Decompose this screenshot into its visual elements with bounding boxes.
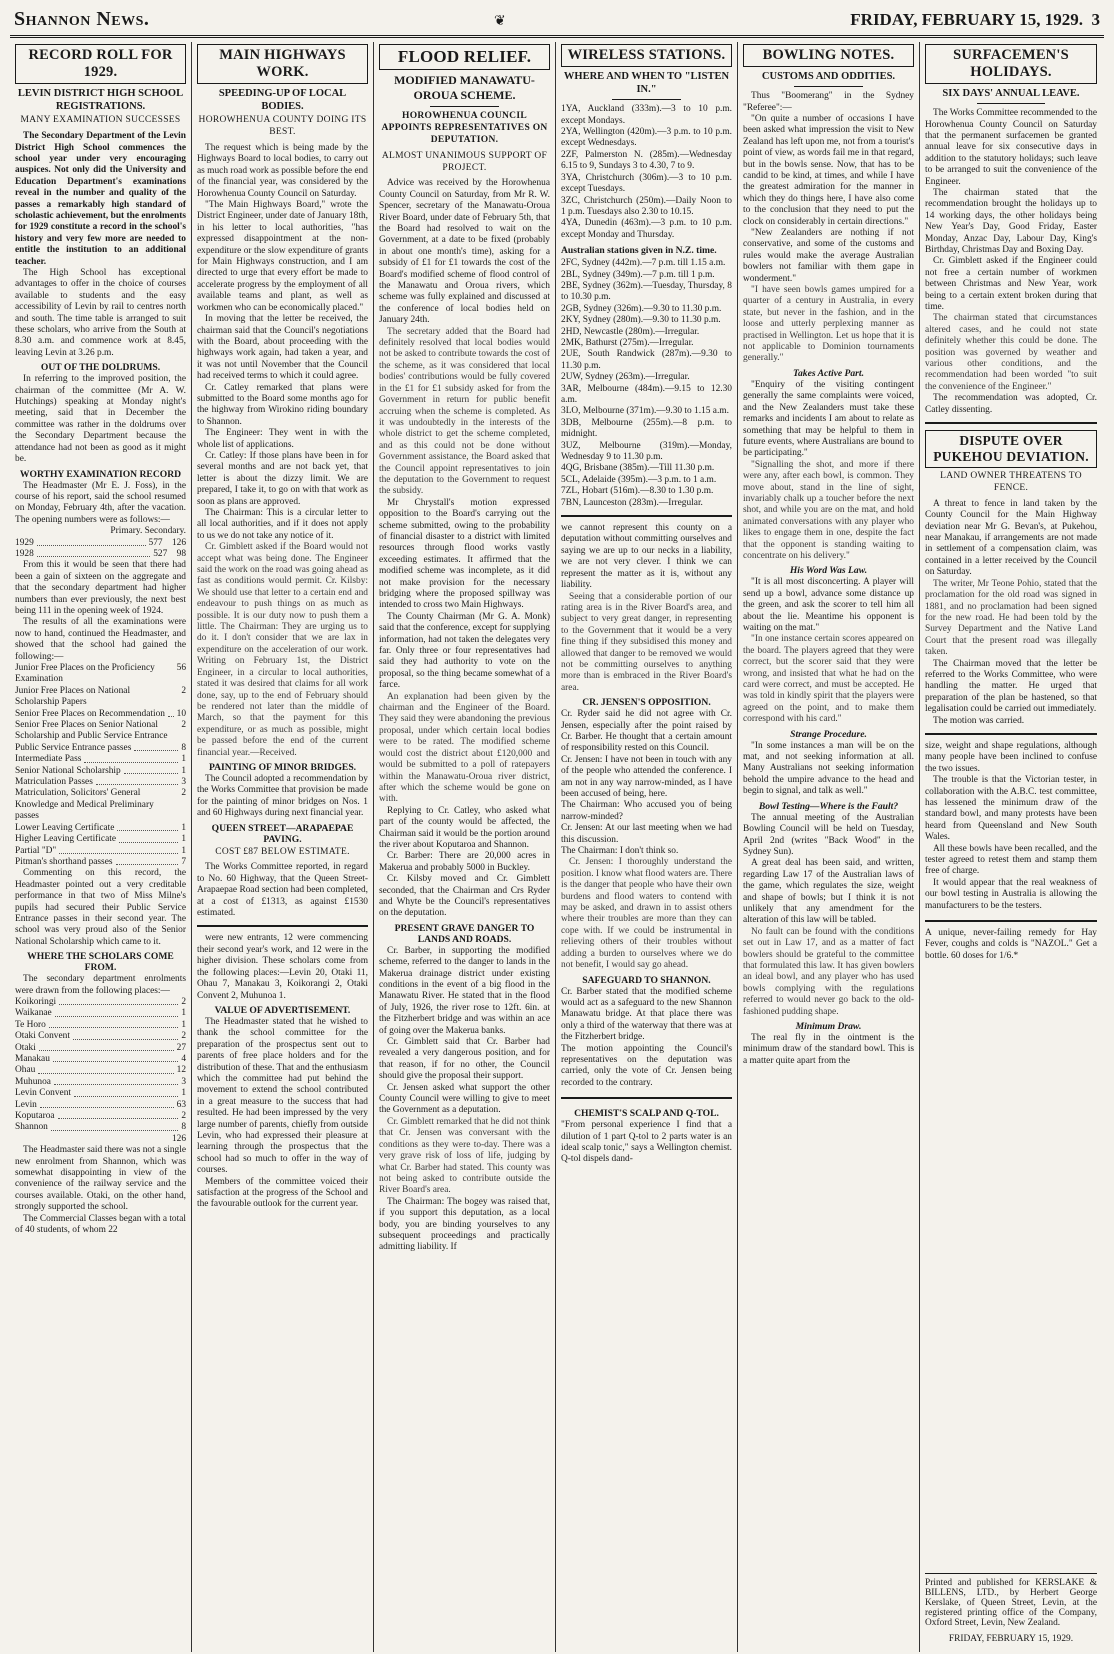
deck-unanimous-support: ALMOST UNANIMOUS SUPPORT OF PROJECT. bbox=[381, 150, 548, 173]
article-paragraph: "New Zealanders are nothing if not conservative, and some of the customs and rules would make the average Australian bowlers not familiar with them gape in wonderment." bbox=[743, 228, 914, 284]
row-label: Matriculation Passes bbox=[15, 777, 93, 788]
row-label: Higher Leaving Certificate bbox=[15, 834, 116, 845]
row-label: Koputaroa bbox=[15, 1111, 55, 1122]
article-lead: The Secondary Department of the Levin District High School commences the school year under very encouraging auspices. Not only did the University and Education Department's examinations reveal in the number and quality of the passes a remarkably high standard of scholastic achievement, but the enrolments for 1929 constitute a record in the school's history and very few more are needed to entitle the institution to an additional teacher. bbox=[15, 131, 186, 267]
row-label: Koikoringi bbox=[15, 996, 57, 1007]
article-paragraph: The Chairman: This is a circular letter to all local authorities, and if it does not apply to us we do not take any notice of it. bbox=[197, 508, 368, 541]
table-row bbox=[15, 549, 186, 560]
row-value: 2 bbox=[181, 685, 186, 696]
station-listing: 2ZF, Palmerston N. (285m).—Wednesday 6.15 to 9, Sundays 3 to 4.30, 7 to 9. bbox=[561, 149, 732, 172]
article-paragraph: The trouble is that the Victorian tester, in collaboration with the A.B.C. test committee, has lessened the minimum draw of the standard bowl, and many protests have been heard from Queensland and New South Wales. bbox=[925, 775, 1097, 843]
row-value: 10 bbox=[176, 708, 186, 719]
headline-wireless-stations: WIRELESS STATIONS. bbox=[561, 44, 732, 67]
row-value: 1 bbox=[181, 765, 186, 776]
article-paragraph: Cr. Jensen: I have not been in touch with any of the people who attended the conference. I am not in any way narrow-minded, as I have been accused of being, here. bbox=[561, 754, 732, 799]
column-surfacemen bbox=[920, 42, 1102, 1652]
station-listing: 1YA, Auckland (333m).—3 to 10 p.m. except Mondays. bbox=[561, 104, 732, 126]
row-value: 27 bbox=[176, 1042, 186, 1053]
leader-dots bbox=[117, 823, 178, 831]
article-paragraph: Thus "Boomerang" in the Sydney "Referee":— bbox=[743, 91, 914, 113]
continued-text: The chairman stated that circumstances altered cases, and he could not state definitely whether this could be done. The position was governed by weather and various other conditions, and the recommendation had been worded "to suit the convenience of the Engineer." bbox=[925, 313, 1097, 392]
leader-dots bbox=[40, 1100, 174, 1108]
masthead-ornament-icon: ❦ bbox=[493, 14, 506, 29]
leader-dots bbox=[116, 857, 179, 865]
section-heading: QUEEN STREET—ARAPAEPAE PAVING. bbox=[211, 822, 354, 845]
table-row bbox=[15, 834, 186, 845]
station-listing: 3AR, Melbourne (484m).—9.15 to 12.30 a.m. bbox=[561, 383, 732, 405]
article-paragraph: The Chairman: The bogey was raised that, if you support this deputation, as a local body, you are binding yourselves to any subsequent proceedings and practically admitting liability. If bbox=[379, 1196, 550, 1253]
subhead-manawatu-oroua: MODIFIED MANAWATU-OROUA SCHEME. bbox=[394, 73, 535, 102]
continued-text: Cr. Gimblett remarked that he did not think that Cr. Jensen was conversant with the conditions as they were to-day. There was a very grave risk of loss of life, judging by what Cr. Barber had stated. This county was not being asked to contribute outside the River Board's area. bbox=[379, 1116, 550, 1196]
row-value: 3 bbox=[181, 1076, 186, 1087]
section-heading: WHERE THE SCHOLARS COME FROM. bbox=[27, 951, 174, 974]
deck-land-owner: LAND OWNER THREATENS TO FENCE. bbox=[940, 471, 1082, 493]
row-label: Te Horo bbox=[15, 1019, 46, 1030]
article-paragraph: "In some instances a man will be on the mat, and not seeking information at all. Many Australians not seeking information behold the umpire advance to the head and begin to signal, and talk as well." bbox=[743, 740, 914, 797]
row-label: Muhunoa bbox=[15, 1076, 51, 1087]
table-row bbox=[15, 1020, 186, 1031]
row-value: 4 bbox=[181, 1054, 186, 1064]
article-paragraph: The request which is being made by the Highways Board to local bodies, to carry out as much road work as possible before the end of the financial year, was considered by the Horowhenua County Council on Saturday. bbox=[197, 143, 368, 199]
table-cell-secondary: 126 bbox=[171, 537, 186, 548]
continued-text: Cr. Gimblett asked if the Board would not accept what was being done. The Engineer said the work on the road was going ahead as fast as conditions would permit. Cr. Kilsby: We should use that letter to a certain end and endeavour to push things on as much as possible. It is our duty now to push them a little. The Chairman: They are urging us to do it. I don't consider that we are lax in expenditure on the acceleration of our work. Writing on February 1st, the District Engineer, in a circular to local authorities, stated it was desired that claims for all work done, say, up to the end of February should be rendered not later than the middle of March, so that the payment for this expenditure, or as much as possible, might be passed before the end of the current financial year.—Received. bbox=[197, 542, 368, 758]
article-paragraph: The Council adopted a recommendation by the Works Committee that provision be made for the painting of minor bridges on Nos. 1 and 60 Highways during next financial year. bbox=[197, 773, 368, 819]
row-label: Senior Free Places on Senior National Scholarship and Public Service Entrance bbox=[15, 720, 168, 742]
row-label: Ohau bbox=[15, 1065, 36, 1076]
article-paragraph: Replying to Cr. Catley, who asked what part of the county would be affected, the Chairman said it would be the portion around the river about Koputaroa and Shannon. bbox=[379, 805, 550, 850]
divider bbox=[977, 103, 1046, 104]
ad-heading: CHEMIST'S SCALP AND Q-TOL. bbox=[574, 1108, 719, 1120]
article-paragraph: The Engineer: They went in with the whole list of applications. bbox=[197, 428, 368, 450]
deck-horowhenua: HOROWHENUA COUNTY DOING ITS BEST. bbox=[198, 115, 367, 138]
column-record-roll bbox=[10, 42, 192, 1652]
continued-text: "I have seen bowls games umpired for a quarter of a century in Australia, in every state, but never in the fashion, and in the loose and utterly perplexing manner as practised in Wellington. Let us hope that it is not applicable to Dominion tournaments generally." bbox=[743, 285, 914, 364]
headline-pukehou-dispute: DISPUTE OVER PUKEHOU DEVIATION. bbox=[925, 430, 1097, 468]
article-paragraph: The Headmaster (Mr E. J. Foss), in the course of his report, said the school resumed on Monday, February 4th, after the vacation. The opening numbers were as follows:— bbox=[15, 480, 186, 525]
issue-date-text: FRIDAY, FEBRUARY 15, 1929. bbox=[850, 10, 1083, 29]
leader-dots bbox=[55, 1008, 179, 1016]
station-listing: 2BL, Sydney (349m).—7 p.m. till 1 p.m. bbox=[561, 269, 715, 280]
places-total bbox=[15, 1134, 186, 1145]
article-paragraph: Cr. Barber: There are 20,000 acres in Makerua and probably 5000 in Buckley. bbox=[379, 851, 550, 873]
row-label: Junior Free Places on National Scholarship Papers bbox=[15, 685, 131, 708]
station-listing: 3YA, Christchurch (306m).—3 to 10 p.m. except Tuesdays. bbox=[561, 172, 732, 195]
table-row bbox=[15, 743, 186, 754]
article-paragraph: were new entrants, 12 were commencing their second year's work, and 12 were in the higher division. These scholars come from the following places:—Levin 20, Otaki 11, Ohau 7, Manakau 3, Koikorangi 2, Otaki Convent 2, Muhunoa 1. bbox=[197, 933, 368, 1001]
article-paragraph: Cr. Catley remarked that plans were submitted to the Board some months ago for the highway from Wirokino riding boundary to Shannon. bbox=[197, 382, 368, 427]
article-paragraph: Cr. Gimblett said that Cr. Barber had revealed a very dangerous position, and for that reason, if for no other, the Council should give the proposal their support. bbox=[379, 1037, 550, 1082]
table-cell-primary: 527 bbox=[153, 548, 168, 559]
station-listing: 3LO, Melbourne (371m).—9.30 to 1.15 a.m. bbox=[561, 406, 729, 417]
column-wireless-stations bbox=[556, 42, 738, 1652]
article-paragraph: Cr. Catley: If those plans have been in for several months and are not back yet, that letter is about the dizzy limit. We are prepared, I take it, to go on with that work as soon as plans are approved. bbox=[197, 450, 368, 507]
article-paragraph: All these bowls have been recalled, and the tester agreed to retest them and stamp them free of charge. bbox=[925, 843, 1097, 877]
article-paragraph: The Headmaster said there was not a single new enrolment from Shannon, which was somewhat disappointing in view of the convenience of the railway service and the courses available. Otaki, on the other hand, strongly supported the school. bbox=[15, 1145, 186, 1213]
article-paragraph: A threat to fence in land taken by the County Council for the Main Highway deviation near Mr G. Bevan's, at Pukehou, near Manakau, if arrangements are not made in settlement of a compensation claim, was contained in a letter received by the Council on Saturday. bbox=[925, 498, 1097, 578]
issue-date bbox=[850, 10, 1100, 30]
table-row bbox=[15, 823, 186, 834]
table-row bbox=[15, 857, 186, 868]
leader-dots bbox=[73, 1031, 178, 1039]
row-label: Intermediate Pass bbox=[15, 754, 82, 765]
page-number: 3 bbox=[1091, 10, 1100, 29]
continued-text: No fault can be found with the conditions set out in Law 17, and as a matter of fact bowlers should be grateful to the committee that formulated this law. It has given bowlers an ideal bowl, and any player who has used bowls complying with the regulations referred to would never go back to the old-fashioned pudding shape. bbox=[743, 926, 914, 1017]
column-flood-relief bbox=[374, 42, 556, 1652]
leader-dots bbox=[134, 743, 178, 751]
continued-text: Cr. Jensen: I thoroughly understand the position. I know what flood waters are. There is the danger that people who have their own burdens and flood waters to contend with may be asked, and drawn in to assist others where their troubles are more than they can cope with. If we could be instrumental in relieving others of their troubles without adding a burden to ourselves where we do not benefit, I would say go ahead. bbox=[561, 857, 732, 971]
row-label: Waikanae bbox=[15, 1008, 52, 1019]
leader-dots bbox=[96, 777, 178, 785]
leader-dots bbox=[53, 1054, 178, 1062]
row-label: Otaki bbox=[15, 1042, 36, 1053]
table-row bbox=[15, 846, 186, 857]
station-listing: 2BE, Sydney (362m).—Tuesday, Thursday, 8 to 10.30 p.m. bbox=[561, 280, 732, 303]
table-row bbox=[15, 538, 186, 549]
ad-body: "From personal experience I find that a dilution of 1 part Q-tol to 2 parts water is an ideal scalp tonic," says a Wellington chemist. Q-tol dispels dand- bbox=[561, 1120, 732, 1165]
row-value: 12 bbox=[176, 1065, 186, 1076]
article-paragraph: The motion was carried. bbox=[933, 715, 1025, 726]
article-paragraph: The secondary department enrolments were drawn from the following places:— bbox=[15, 974, 186, 996]
table-row bbox=[15, 1008, 186, 1019]
table-cell-primary: 577 bbox=[148, 537, 163, 548]
table-row bbox=[15, 720, 186, 743]
leader-dots bbox=[119, 834, 178, 842]
section-heading: SAFEGUARD TO SHANNON. bbox=[582, 974, 711, 986]
leader-dots bbox=[39, 1043, 174, 1051]
article-paragraph: The chairman stated that the recommendation brought the holidays up to 14 working days, the other holidays being New Year's Day, Good Friday, Easter Monday, Anzac Day, Labour Day, King's Birthday, Christmas Day and Boxing Day. bbox=[925, 187, 1097, 255]
section-heading: OUT OF THE DOLDRUMS. bbox=[40, 362, 161, 374]
divider bbox=[612, 99, 680, 100]
article-paragraph: The Chairman moved that the letter be referred to the Works Committee, who were handling the matter. He urged that preparation of the plan be hastened, so that legalisation could be carried out immediately. bbox=[925, 658, 1097, 715]
subhead-levin-school: LEVIN DISTRICT HIGH SCHOOL REGISTRATIONS. bbox=[17, 88, 184, 113]
station-listing: 2GB, Sydney (326m).—9.30 to 11.30 p.m. bbox=[561, 303, 722, 314]
article-paragraph: we cannot represent this county on a deputation without committing ourselves and saying we are up to our necks in a liability, we are not very clever. I think we can represent the matter as it is, without any liability. bbox=[561, 523, 732, 591]
table-row bbox=[15, 754, 186, 765]
table-row bbox=[15, 663, 186, 686]
row-value: 1 bbox=[181, 845, 186, 856]
column-divider bbox=[925, 422, 1097, 424]
continued-text: Seeing that a considerable portion of our rating area is in the River Board's area, and subject to very great danger, in representing to the Government that it would be a very fine thing if they subsidised this money and allowed that danger to be removed we would not be committing ourselves to anything more than is embraced in the River Board's area. bbox=[561, 591, 732, 693]
paper-title: Shannon News. bbox=[14, 8, 150, 30]
row-label: Junior Free Places on the Proficiency Examination bbox=[15, 663, 155, 685]
section-heading: Strange Procedure. bbox=[790, 728, 867, 740]
column-divider bbox=[561, 515, 732, 517]
row-value: 7 bbox=[181, 856, 186, 867]
row-label: Senior National Scholarship bbox=[15, 765, 121, 776]
row-value: 2 bbox=[181, 1111, 186, 1122]
table-cell-secondary: 98 bbox=[176, 548, 186, 559]
station-listing: 3UZ, Melbourne (319m).—Monday, Wednesday 9 to 11.30 p.m. bbox=[561, 440, 732, 463]
article-paragraph: Mr Chrystall's motion expressed opposition to the Board's carrying out the scheme submitted, owing to the probability of financial disaster to a district with limited resources through flood works vastly exceeding estimates. It affirmed that the modified scheme was incomplete, as it did not make provision for the necessary bridging where the proposed spillway was intended to cross two Main Highways. bbox=[379, 497, 550, 611]
section-heading: Minimum Draw. bbox=[795, 1021, 862, 1032]
article-paragraph: Cr. Barber stated that the modified scheme would act as a safeguard to the new Shannon Manawatu bridge. At that place there was only a third of the waterway that there was at the Fitzherbert bridge. bbox=[561, 986, 732, 1043]
section-heading: CR. JENSEN'S OPPOSITION. bbox=[582, 697, 711, 709]
places-list bbox=[15, 997, 186, 1134]
article-paragraph: The real fly in the ointment is the minimum draw of the standard bowl. This is a matter quite apart from the bbox=[743, 1033, 914, 1066]
headline-main-highways: MAIN HIGHWAYS WORK. bbox=[197, 44, 368, 84]
row-value: 63 bbox=[176, 1099, 186, 1110]
leader-dots bbox=[54, 1077, 178, 1085]
headline-flood-relief: FLOOD RELIEF. bbox=[379, 44, 550, 70]
table-row bbox=[15, 1031, 186, 1042]
section-heading: VALUE OF ADVERTISEMENT. bbox=[214, 1004, 351, 1016]
row-value: 1 bbox=[181, 822, 186, 833]
table-cell-year: 1929 bbox=[15, 537, 34, 548]
station-listing: 7ZL, Hobart (516m).—8.30 to 1.30 p.m. bbox=[561, 486, 714, 497]
headline-surfacemen: SURFACEMEN'S HOLIDAYS. bbox=[925, 44, 1097, 84]
article-paragraph: The Commercial Classes began with a total of 40 students, of whom 22 bbox=[15, 1213, 186, 1236]
row-value: 1 bbox=[181, 1088, 186, 1099]
headline-bowling-notes: BOWLING NOTES. bbox=[743, 44, 914, 67]
section-heading: Takes Active Part. bbox=[793, 367, 864, 379]
leader-dots bbox=[168, 709, 174, 717]
article-paragraph: In moving that the letter be received, the chairman said that the Council's negotiations with the Board, about proceeding with the highways work again, had taken a year, and it was not until November that the Council had received terms to which it could agree. bbox=[197, 314, 368, 382]
column-main-highways bbox=[192, 42, 374, 1652]
subhead-listen-in: WHERE AND WHEN TO "LISTEN IN." bbox=[563, 71, 730, 96]
imprint-text: Printed and published for KERSLAKE & BILLENS, LTD., by Herbert George Kerslake, of Queen Street, Levin, at the registered printing office of the Company, Oxford Street, Levin, New Zealand. bbox=[925, 1578, 1097, 1628]
subhead-customs: CUSTOMS AND ODDITIES. bbox=[761, 71, 896, 82]
table-row bbox=[15, 1077, 186, 1088]
article-paragraph: Cr. Kilsby moved and Cr. Gimblett seconded, that the Chairman and Crs Ryder and Whyte be the Council's representatives on the deputation. bbox=[379, 874, 550, 919]
opening-numbers-table bbox=[15, 526, 186, 560]
article-paragraph: In referring to the improved position, the chairman of the committee (Mr A. W. Hutchings) speaking at Monday night's meeting, said that in December the committee was rather in the doldrums over the Secondary Department because the attendance had not been as good as it might be. bbox=[15, 374, 186, 465]
continued-text: An explanation had been given by the chairman and the Engineer of the Board. They said they were abandoning the previous proposal, under which certain local bodies were to be rated. The modified scheme would cost the district about £120,000 and would be submitted to a poll of ratepayers within the Manawatu-Oroua river district, after which the scheme would be gone on with. bbox=[379, 691, 550, 805]
table-row bbox=[15, 1122, 186, 1133]
row-label: Public Service Entrance passes bbox=[15, 742, 132, 753]
continued-text: "In one instance certain scores appeared on the board. The players agreed that they were correct, but the scorer said that they were wrong, and insisted that what he had on the card were correct, and must be accepted. He was told in kindly spirit that the players were agreed on the point, and to make them correspond with his card." bbox=[743, 634, 914, 725]
station-listing: 2MK, Bathurst (275m).—Irregular. bbox=[561, 337, 694, 348]
imprint bbox=[925, 1573, 1097, 1644]
column-divider bbox=[925, 733, 1097, 735]
row-value: 2 bbox=[181, 720, 186, 731]
leader-dots bbox=[124, 766, 179, 774]
section-heading: PAINTING OF MINOR BRIDGES. bbox=[208, 761, 357, 773]
ad-body: A unique, never-failing remedy for Hay Fever, coughs and colds is "NAZOL." Get a bottle. 60 doses for 1/6.* bbox=[925, 928, 1097, 961]
section-deck: COST £87 BELOW ESTIMATE. bbox=[215, 846, 350, 857]
article-paragraph: The Works Committee reported, in regard to No. 60 Highway, that the Queen Street-Arapaepae Road section had been completed, at a cost of £1313, as against £1530 estimated. bbox=[197, 862, 368, 919]
table-row bbox=[15, 1065, 186, 1076]
advertisement-qtol bbox=[561, 1097, 732, 1166]
article-paragraph: The Works Committee recommended to the Horowhenua County Council on Saturday that the permanent surfacemen be granted annual leave for six consecutive days in addition to the statutory holidays; such leave to be arranged to suit the convenience of the Engineer. bbox=[925, 108, 1097, 187]
article-paragraph: The County Chairman (Mr G. A. Monk) said that the conference, except for supplying information, had not taken the delegates very far. Only three or four representatives had said they had authority to vote on the proposal, so the thing became somewhat of a farce. bbox=[379, 611, 550, 691]
row-value: 3 bbox=[181, 777, 186, 788]
deck-council-appoints: HOROWHENUA COUNCIL APPOINTS REPRESENTATIVES ON DEPUTATION. bbox=[381, 111, 548, 145]
station-listing: 4QG, Brisbane (385m).—Till 11.30 p.m. bbox=[561, 463, 715, 474]
table-row bbox=[15, 686, 186, 709]
leader-dots bbox=[84, 754, 178, 762]
row-label: Partial "D" bbox=[15, 845, 57, 856]
article-paragraph: Commenting on this record, the Headmaster pointed out a very creditable performance in that two of Miss Milne's pupils had secured their Public Service Entrance passes in their second year. The school was very proud also of the Senior National Scholarship which came to it. bbox=[15, 868, 186, 947]
row-label: Manakau bbox=[15, 1054, 50, 1064]
article-paragraph: "On quite a number of occasions I have been asked what impression the visit to New Zealand has left upon me, not from a tourist's point of view, as words fail me in that regard, but in the bowls sense. Now, that has to be candid to be kind, at times, and while I have the greatest admiration for the manner in which they do things here, I have also come to the conclusion that they need to put the clock on considerably in certain directions." bbox=[743, 113, 914, 227]
station-listing: 5CL, Adelaide (395m).—3 p.m. to 1 a.m. bbox=[561, 474, 717, 485]
divider bbox=[430, 106, 498, 107]
leader-dots bbox=[49, 1020, 178, 1028]
station-listing: 2UW, Sydney (263m).—Irregular. bbox=[561, 372, 690, 383]
deck-exam-successes: MANY EXAMINATION SUCCESSES bbox=[20, 115, 181, 126]
article-paragraph: The results of all the examinations were now to hand, continued the Headmaster, and showed that the school had gained the following:— bbox=[15, 617, 186, 662]
places-total-value: 126 bbox=[171, 1133, 186, 1144]
row-value: 8 bbox=[181, 1122, 186, 1133]
station-listing: 3ZC, Christchurch (250m).—Daily Noon to 1 p.m. Tuesdays also 2.30 to 10.15. bbox=[561, 195, 732, 217]
footer-date: FRIDAY, FEBRUARY 15, 1929. bbox=[948, 1634, 1074, 1644]
au-stations-heading: Australian stations given in N.Z. time. bbox=[561, 245, 717, 257]
leader-dots bbox=[59, 846, 178, 854]
table-row bbox=[15, 1043, 186, 1054]
leader-dots bbox=[59, 997, 178, 1005]
row-label: Lower Leaving Certificate bbox=[15, 822, 115, 833]
row-label: Otaki Convent bbox=[15, 1031, 70, 1042]
station-listing: 2YA, Wellington (420m).—3 p.m. to 10 p.m. except Wednesdays. bbox=[561, 127, 732, 149]
article-paragraph: It would appear that the real weakness of our bowl testing in Australia is allowing the manufacturers to be the testers. bbox=[925, 877, 1097, 911]
masthead bbox=[10, 6, 1104, 38]
row-label: Levin Convent bbox=[15, 1088, 71, 1099]
section-heading: His Word Was Law. bbox=[789, 565, 868, 577]
article-paragraph: The High School has exceptional advantages to offer in the choice of courses available to students and the easy accessibility of Levin by rail to centres north and south. The time table is arranged to suit these scholars, who arrive from the South at 8.30 a.m. and commence work at 8.45, leaving Levin at 3.26 p.m. bbox=[15, 268, 186, 358]
article-paragraph: Cr. Barber, in supporting the modified scheme, referred to the danger to lands in the Makerua drainage district under existing conditions in the event of a big flood in the Manawatu River. He stated that in the flood of July, 1926, the river rose to 12ft. 6in. at the Fitzherbert bridge and was within an ace of going over the Makerua banks. bbox=[379, 945, 550, 1036]
row-value: 8 bbox=[181, 742, 186, 753]
row-value: 2 bbox=[181, 996, 186, 1007]
section-heading: WORTHY EXAMINATION RECORD bbox=[19, 468, 182, 480]
station-listing: 3DB, Melbourne (255m).—8 p.m. to midnight. bbox=[561, 417, 732, 440]
row-label: Shannon bbox=[15, 1122, 48, 1133]
article-paragraph: "Enquiry of the visiting contingent generally the same complaints were voiced, and the New Zealanders must take these remarks and incidents I am about to relate as something that may be helpful to them in future events, where Australians are bound to be participating." bbox=[743, 379, 914, 459]
nz-stations-list bbox=[561, 104, 732, 241]
article-paragraph: The Headmaster stated that he wished to thank the school committee for the preparation of the prospectus sent out to parents of free place holders and for the distribution of these. That and the enthusiasm which the committee had put behind the movement to extend the school contributed in a great measure to the success that had resulted. He had been impressed by the very large number of parents, chiefly from outside Levin, who had expressed their pleasure at learning through the prospectus that the school had so much to offer in the way of courses. bbox=[197, 1016, 368, 1176]
leader-dots bbox=[51, 1122, 179, 1130]
table-row bbox=[15, 788, 186, 822]
continued-text: The secretary added that the Board had definitely resolved that local bodies would not be asked to contribute towards the cost of the scheme, as it was considered that local bodies' contributions would be fully covered in the £1 for £1 subsidy asked for from the Government in return for public benefit accruing when the scheme is completed. As it was undoubtedly in the interests of the whole district to get the scheme completed, and as this could not be done without Government assistance, the Board asked that the Council appoint representatives to join the deputation to the Government to request the subsidy. bbox=[379, 326, 550, 497]
article-paragraph: Cr. Jensen asked what support the other County Council were willing to give to meet the Government as a deputation. bbox=[379, 1082, 550, 1116]
article-paragraph: Cr. Ryder said he did not agree with Cr. Jensen, especially after the point raised by Cr. Barber. He thought that a certain amount of responsibility rested on this Council. bbox=[561, 709, 732, 754]
column-divider bbox=[197, 925, 368, 927]
au-stations-list bbox=[561, 258, 732, 509]
continued-text: "Signalling the shot, and more if there were any, after each bowl, is common. They move about, stand in the line of sight, invariably chalk up a toucher before the next shot, and while you are on the mat, and hold animated conversations with any player who likes to engage them in one, despite the fact that the opponent is standing waiting to concentrate on his delivery." bbox=[743, 459, 914, 561]
row-value: 1 bbox=[181, 834, 186, 845]
table-row bbox=[15, 1054, 186, 1065]
article-paragraph: The recommendation was adopted, Cr. Catley dissenting. bbox=[925, 393, 1097, 415]
table-cell-year: 1928 bbox=[15, 548, 34, 559]
row-value: 2 bbox=[181, 788, 186, 799]
article-paragraph: The annual meeting of the Australian Bowling Council will be held on Tuesday, April 2nd (writes "Back Wood" in the Sydney Sun). bbox=[743, 812, 914, 857]
row-value: 1 bbox=[181, 754, 186, 765]
table-row bbox=[15, 1088, 186, 1099]
column-bowling-notes bbox=[738, 42, 920, 1652]
article-paragraph: size, weight and shape regulations, although many people have been inclined to confuse the two issues. bbox=[925, 740, 1097, 774]
row-label: Pitman's shorthand passes bbox=[15, 856, 113, 867]
section-heading: Bowl Testing—Where is the Fault? bbox=[758, 800, 899, 812]
row-value: 1 bbox=[181, 1008, 186, 1019]
article-paragraph: "It is all most disconcerting. A player will send up a bowl, advance some distance up the green, and ask the scorer to tell him all about the lie. Meantime his opponent is waiting on the mat." bbox=[743, 577, 914, 633]
article-paragraph: Cr. Gimblett asked if the Engineer could not free a certain number of workmen between Christmas and New Year, work being to a certain extent broken during that time. bbox=[925, 256, 1097, 313]
section-heading: PRESENT GRAVE DANGER TO LANDS AND ROADS. bbox=[394, 922, 535, 945]
article-paragraph: Advice was received by the Horowhenua County Council on Saturday, from Mr R. W. Spencer, secretary of the Manawatu-Oroua River Board, under date of February 5th, that the Board had resolved to wait on the Government, at a date to be fixed (probably in about one month's time), asking for a subsidy of £1 for £1 towards the cost of the Board's modified scheme of flood control of the Manawatu and Oroua rivers, which scheme was fully explained and discussed at the conference of local bodies held on January 24th. bbox=[379, 178, 550, 326]
subhead-speeding-up: SPEEDING-UP OF LOCAL BODIES. bbox=[218, 88, 347, 113]
table-row bbox=[15, 709, 186, 720]
row-value: 1 bbox=[181, 1019, 186, 1030]
headline-record-roll: RECORD ROLL FOR 1929. bbox=[15, 44, 186, 84]
row-label: Matriculation, Solicitors' General Knowledge and Medical Preliminary passes bbox=[15, 788, 154, 822]
article-paragraph: The Chairman: Who accused you of being narrow-minded? bbox=[561, 800, 732, 822]
article-paragraph: "The Main Highways Board," wrote the District Engineer, under date of January 18th, in his letter to local authorities, "has expressed disappointment at the non-expenditure or the slow expenditure of grants for Main Highways construction, and I am directed to urge that every effort be made to accelerate progress by the employment of all available teams and plant, as well as workmen who can be economically placed." bbox=[197, 200, 368, 313]
station-listing: 2UE, South Randwick (287m).—9.30 to 11.30 p.m. bbox=[561, 349, 732, 371]
article-paragraph: The Chairman: I don't think so. bbox=[561, 846, 679, 857]
station-listing: 2HD, Newcastle (280m).—Irregular. bbox=[561, 326, 700, 337]
station-listing: 2FC, Sydney (442m).—7 p.m. till 1.15 a.m. bbox=[561, 258, 726, 269]
station-listing: 4YA, Dunedin (463m).—3 p.m. to 10 p.m. except Monday and Thursday. bbox=[561, 218, 732, 240]
table-header-label: Primary. Secondary. bbox=[110, 526, 186, 537]
table-row bbox=[15, 777, 186, 788]
leader-dots bbox=[38, 1065, 173, 1073]
article-paragraph: A great deal has been said, and written, regarding Law 17 of the Australian laws of the game, which regulates the size, weight and shape of bowls; but I think it is not unlikely that any amendment for the alteration of this law will be tabled. bbox=[743, 858, 914, 926]
subhead-annual-leave: SIX DAYS' ANNUAL LEAVE. bbox=[942, 88, 1080, 99]
leader-dots bbox=[58, 1111, 179, 1119]
advertisement-nazol bbox=[925, 920, 1097, 962]
table-row bbox=[15, 1100, 186, 1111]
table-header bbox=[15, 526, 186, 537]
row-value: 2 bbox=[181, 1031, 186, 1042]
row-value: 56 bbox=[176, 663, 186, 673]
table-row bbox=[15, 1111, 186, 1122]
table-row bbox=[15, 997, 186, 1008]
results-list bbox=[15, 663, 186, 868]
article-paragraph: From this it would be seen that there had been a gain of sixteen on the aggregate and that the secondary department had higher numbers than ever previously, the next best being 111 in the opening week of 1924. bbox=[15, 560, 186, 616]
article-paragraph: The motion appointing the Council's representatives on the deputation was carried, only the vote of Cr. Jensen being recorded to the contrary. bbox=[561, 1043, 732, 1088]
columns bbox=[10, 42, 1104, 1652]
article-paragraph: Members of the committee voiced their satisfaction at the progress of the School and the favourable outlook for the current year. bbox=[197, 1176, 368, 1210]
station-listing: 7BN, Launceston (283m).—Irregular. bbox=[561, 497, 703, 508]
continued-text: The writer, Mr Teone Pohio, stated that the proclamation for the old road was signed in 1881, and no proclamation had been signed for the new road. He had been told by the Survey Department and the Native Land Court that the present road was illegally taken. bbox=[925, 578, 1097, 658]
row-label: Senior Free Places on Recommendation bbox=[15, 708, 165, 719]
divider bbox=[794, 86, 862, 87]
station-listing: 2KY, Sydney (280m).—9.30 to 11.30 p.m. bbox=[561, 315, 721, 326]
leader-dots bbox=[74, 1088, 178, 1096]
table-row bbox=[15, 766, 186, 777]
row-label: Levin bbox=[15, 1099, 37, 1110]
article-paragraph: Cr. Jensen: At our last meeting when we had this discussion. bbox=[561, 823, 732, 845]
